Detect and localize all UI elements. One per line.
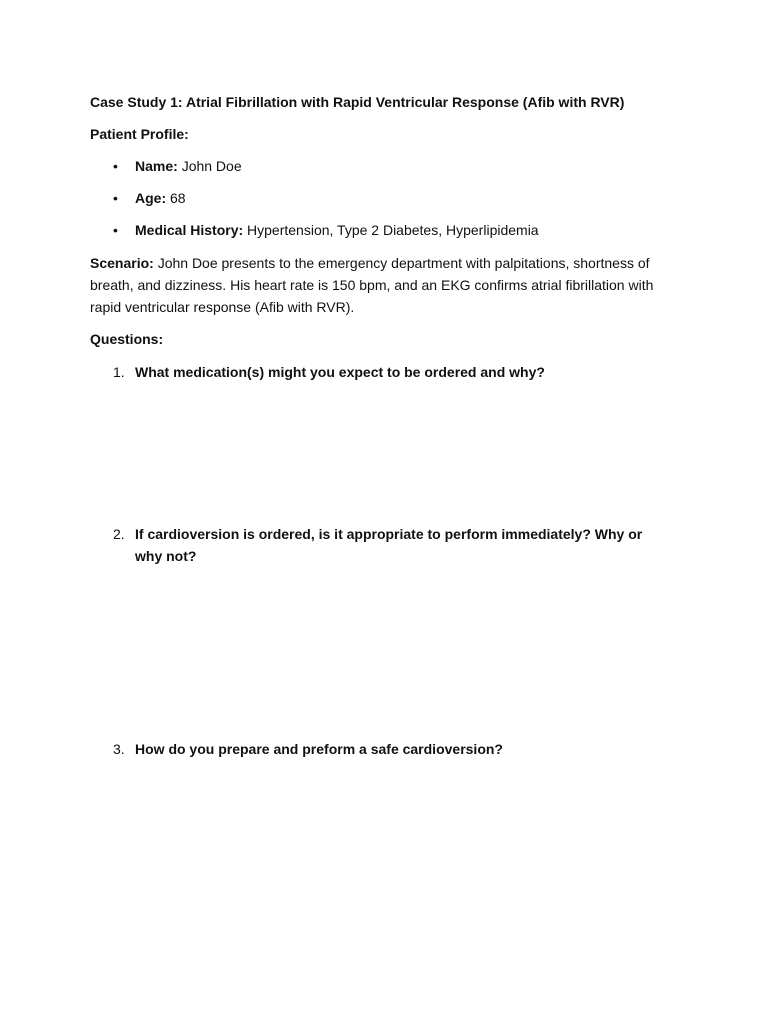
case-study-title: Case Study 1: Atrial Fibrillation with Rapid Ventricular Response (Afib with RVR) — [90, 94, 625, 110]
scenario-line-2: breath, and dizziness. His heart rate is 150 bpm, and an EKG confirms atrial fibrillation with — [90, 277, 654, 293]
bullet-icon: • — [113, 190, 118, 206]
question-text-line-1: If cardioversion is ordered, is it appropriate to perform immediately? Why or — [135, 526, 643, 542]
profile-label: Name: — [135, 158, 178, 174]
question-1 — [113, 361, 673, 383]
scenario-line-1: Scenario: John Doe presents to the emergency department with palpitations, shortness of — [90, 255, 650, 271]
question-number: 3. — [113, 741, 125, 757]
question-2 — [113, 523, 673, 567]
question-text: What medication(s) might you expect to be ordered and why? — [135, 364, 545, 380]
profile-value: Hypertension, Type 2 Diabetes, Hyperlipidemia — [247, 222, 539, 238]
scenario-line-3: rapid ventricular response (Afib with RVR). — [90, 299, 355, 315]
profile-label: Medical History: — [135, 222, 244, 238]
questions-heading: Questions: — [90, 331, 164, 347]
profile-value: 68 — [170, 190, 186, 206]
question-text-line-2: why not? — [135, 548, 197, 564]
bullet-icon: • — [113, 222, 118, 238]
profile-value: John Doe — [181, 158, 242, 174]
profile-item-name — [113, 156, 673, 177]
patient-profile-heading: Patient Profile: — [90, 126, 189, 142]
profile-item-age — [113, 188, 673, 209]
bullet-icon: • — [113, 158, 118, 174]
profile-label: Age: — [135, 190, 167, 206]
question-number: 2. — [113, 526, 125, 542]
question-3 — [113, 738, 673, 760]
question-text: How do you prepare and preform a safe cardioversion? — [135, 741, 503, 757]
scenario-label: Scenario: — [90, 255, 154, 271]
question-number: 1. — [113, 364, 125, 380]
profile-item-medical-history — [113, 220, 673, 241]
